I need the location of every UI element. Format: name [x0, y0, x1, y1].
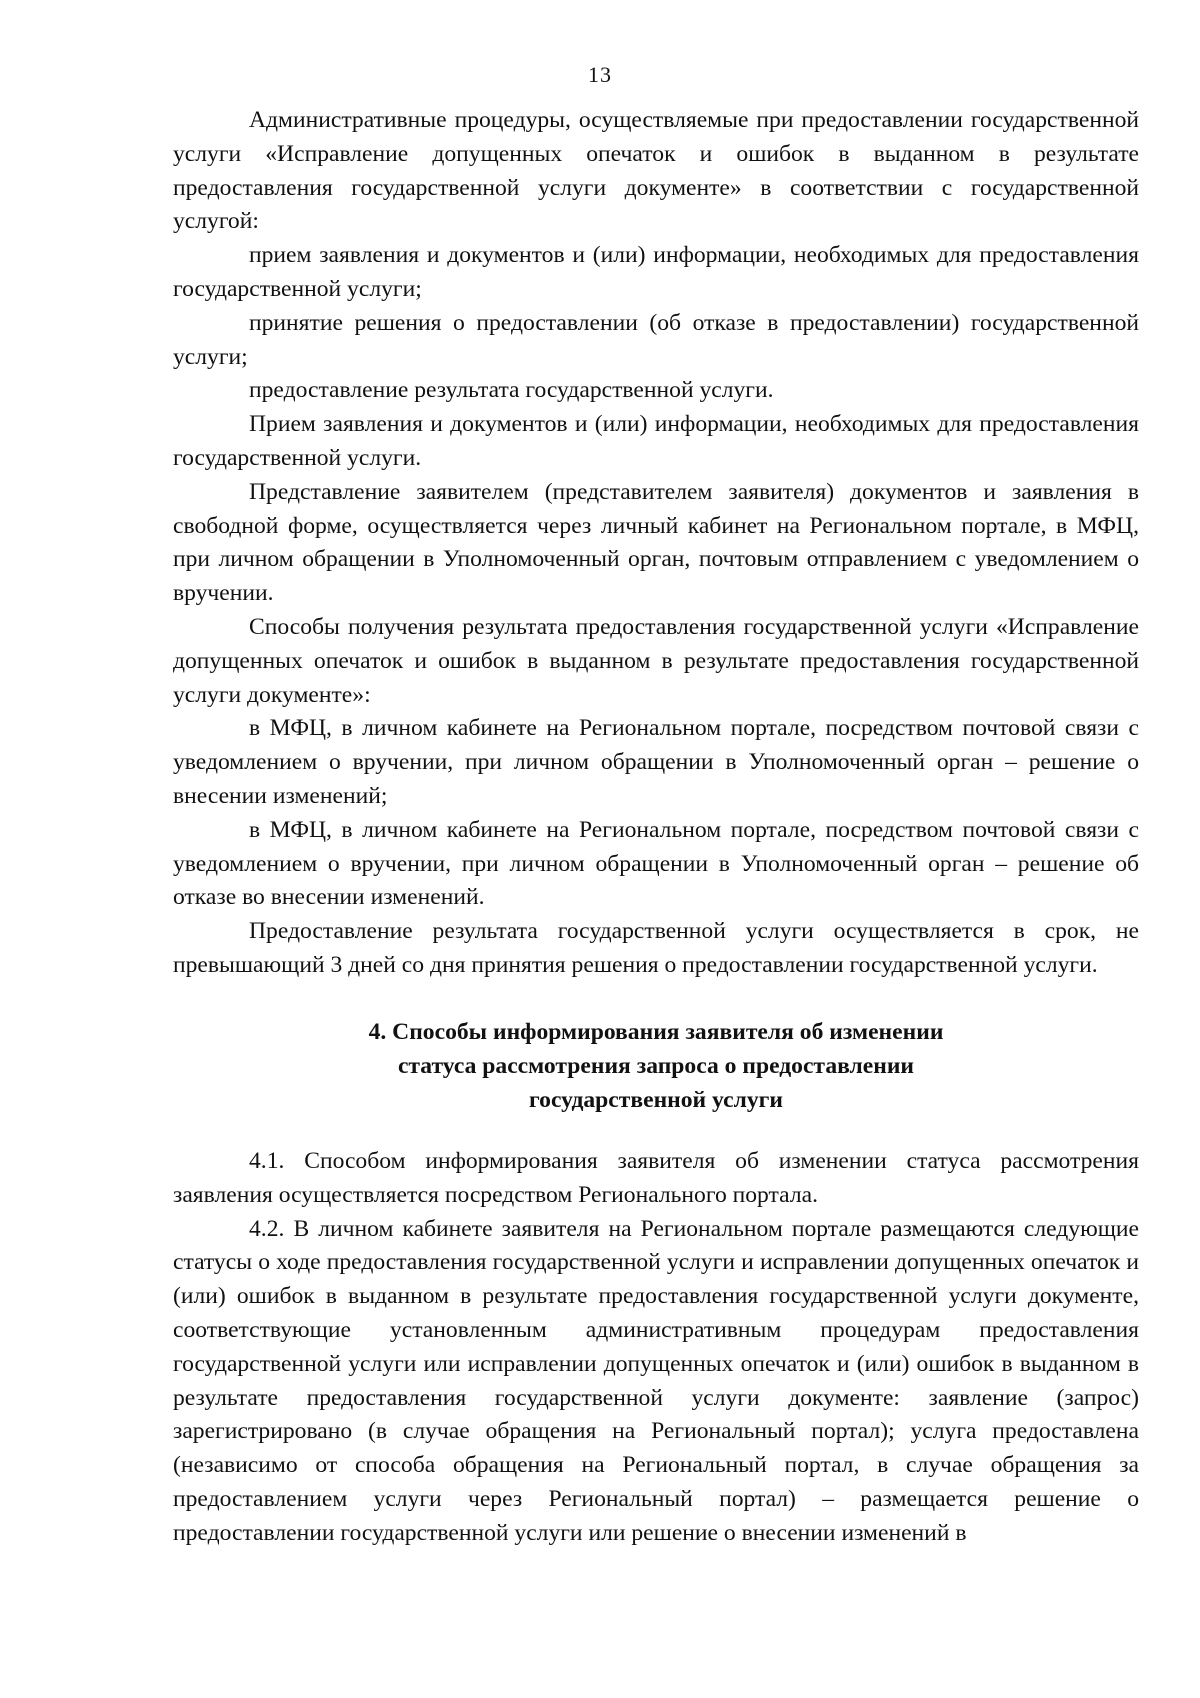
paragraph-result-term: Предоставление результата государственной услуги осуществляется в срок, не превышающий 3 дней со дня принятия решения о предоставлении государственной услуги. [173, 918, 1139, 978]
paragraph-submission: Представление заявителем (представителем заявителя) документов и заявления в свободной форме, осуществляется через личный кабинет на Региональном портале, в МФЦ, при личном обращении в Уполномоченный орган, почтовым отправлением с уведомлением о вручении. [173, 478, 1139, 607]
paragraph-method-refusal: в МФЦ, в личном кабинете на Региональном портале, посредством почтовой связи с уведомлением о вручении, при личном обращении в Уполномоченный орган – решение об отказе во внесении изменений. [173, 816, 1139, 911]
section-heading [173, 1016, 1139, 1117]
paragraph-4-2: 4.2. В личном кабинете заявителя на Региональном портале размещаются следующие статусы о ходе предоставления государственной услуги и исправлении допущенных опечаток и (или) ошибок в выданном в результате предоставления государственной услуги документе, соответствующие установленным административным процедурам предоставления государственной услуги или исправлении допущенных опечаток и (или) ошибок в выданном в результате предоставления государственной услуги документе: заявление (запрос) зарегистрировано (в случае обращения на Региональный портал); услуга предоставлена (независимо от способа обращения на Региональный портал, в случае обращения за предоставлением услуги через Региональный портал) – размещается решение о предоставлении государственной услуги или решение о внесении изменений в [173, 1215, 1139, 1546]
paragraph-list-item-decision: принятие решения о предоставлении (об отказе в предоставлении) государственной услуги; [173, 309, 1139, 370]
body-text-top [173, 104, 1139, 983]
paragraph-intake-heading: Прием заявления и документов и (или) информации, необходимых для предоставления государственной услуги. [173, 411, 1139, 471]
body-text-section-4 [173, 1145, 1139, 1551]
section-heading-line: статуса рассмотрения запроса о предоставлении [397, 1052, 915, 1079]
section-heading-line: государственной услуги [529, 1086, 783, 1113]
paragraph-admin-procedures: Административные процедуры, осуществляемые при предоставлении государственной услуги «Исправление допущенных опечаток и ошибок в выданном в результате предоставления государственной услуги документе» в соответствии с государственной услугой: [173, 107, 1139, 235]
paragraph-list-item-intake: прием заявления и документов и (или) информации, необходимых для предоставления государственной услуги; [173, 242, 1139, 302]
paragraph-result-methods: Способы получения результата предоставления государственной услуги «Исправление допущенных опечаток и ошибок в выданном в результате предоставления государственной услуги документе»: [173, 613, 1139, 708]
paragraph-4-1: 4.1. Способом информирования заявителя об изменении статуса рассмотрения заявления осуществляется посредством Регионального портала. [173, 1148, 1139, 1208]
paragraph-method-changes: в МФЦ, в личном кабинете на Региональном портале, посредством почтовой связи с уведомлением о вручении, при личном обращении в Уполномоченный орган – решение о внесении изменений; [173, 715, 1139, 809]
paragraph-list-item-result: предоставление результата государственной услуги. [249, 377, 774, 404]
section-heading-line: 4. Способы информирования заявителя об изменении [368, 1019, 944, 1045]
page-number: 13 [588, 62, 612, 87]
